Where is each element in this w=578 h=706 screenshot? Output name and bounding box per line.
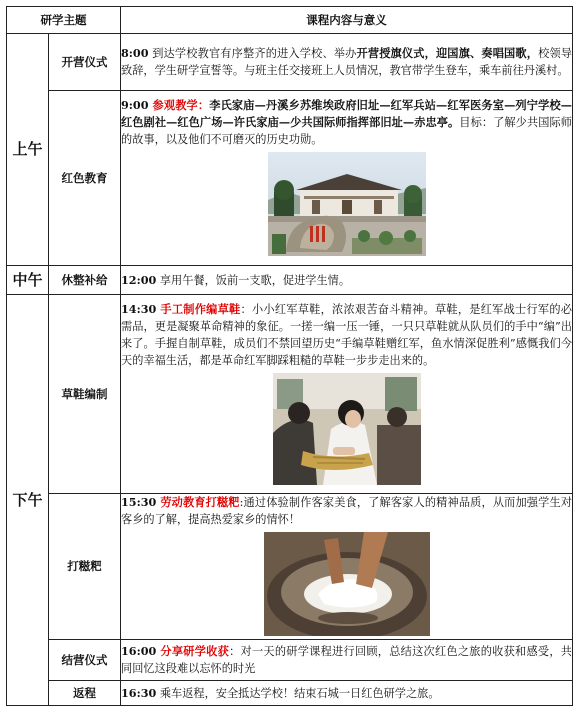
header-row [7,7,573,34]
red-edu-highlight: 参观教学： [148,98,210,112]
row-lunch [7,266,573,295]
ciba-text: :通过体验制作客家美食，了解客家人的精神品质，从而加强学生对客乡的了解，提高热爱家乡的情怀！ [121,496,572,526]
row-return [7,681,573,706]
lunch-text: 享用午餐，饭前一支歌，促进学生情。 [156,273,351,287]
content-closing [121,640,573,681]
content-red-edu [121,91,573,266]
row-closing [7,640,573,681]
content-sandals [121,295,573,494]
opening-bold: 开营授旗仪式，迎国旗、奏唱国歌， [356,46,539,60]
period-morning: 上午 [7,34,49,266]
topic-opening: 开营仪式 [49,34,121,91]
topic-ciba: 打糍粑 [49,494,121,640]
time-lunch: 12:00 [121,272,157,287]
row-red-edu [7,91,573,266]
content-ciba [121,494,573,640]
period-afternoon: 下午 [7,295,49,706]
opening-text-2: 校领导致辞，学生研学宣誓等。与班主任交接班上人员情况，教官带学生登车，乘车前往丹溪村。 [121,47,572,77]
time-ciba: 15:30 [121,495,157,509]
closing-text: ：对一天的研学课程进行回顾，总结这次红色之旅的收获和感受，共同回忆这段难以忘怀的时光 [121,645,572,675]
header-topic: 研学主题 [7,7,121,34]
time-closing: 16:00 [121,644,157,658]
ciba-highlight: 劳动教育打糍粑 [156,495,240,509]
topic-sandals: 草鞋编制 [49,295,121,494]
sandals-text: ：小小红军草鞋，浓浓艰苦奋斗精神。草鞋，是红军战士行军的必需品，更是凝聚革命精神的象征。一搓一编一压一锤，一只只草鞋就从队员们的手中“编”出来了。手握自制草鞋，成员们不禁回望历史“手编草鞋赠红军，鱼水情深促胜利”感慨我们今天的幸福生活，都是革命红军脚踩粗糙的草鞋一步步走出来的。 [121,302,572,367]
header-content: 课程内容与意义 [121,7,573,34]
time-sandals: 14:30 [121,301,157,316]
content-opening [121,34,573,91]
topic-return: 返程 [49,681,121,706]
row-sandals [7,295,573,494]
sandals-highlight: 手工制作编草鞋 [156,301,241,316]
content-return [121,681,573,706]
return-text: 乘车返程，安全抵达学校！结束石城一日红色研学之旅。 [156,686,440,700]
sandal-weaving-photo [273,373,421,485]
topic-lunch: 休整补给 [49,266,121,295]
schedule-table [6,6,573,706]
closing-highlight: 分享研学收获 [156,644,230,658]
red-edu-route: 李氏家庙—丹溪乡苏维埃政府旧址—红军兵站—红军医务室—列宁学校—红色剧社—红色广场—许氏家庙—少共国际师指挥部旧址—赤忠亭。 [121,98,572,129]
period-noon: 中午 [7,266,49,295]
row-opening [7,34,573,91]
topic-red-edu: 红色教育 [49,91,121,266]
red-edu-goal: 目标：了解少共国际师的故事，以及他们不可磨灭的历史功勋。 [121,116,572,146]
time-return: 16:30 [121,685,157,700]
ciba-pounding-photo [264,532,430,636]
row-ciba [7,494,573,640]
time-opening: 8:00 [121,46,149,60]
content-lunch [121,266,573,295]
opening-text-1: 到达学校教官有序整齐的进入学校、举办 [148,47,357,60]
topic-closing: 结营仪式 [49,640,121,681]
time-red-edu: 9:00 [121,98,149,112]
memorial-photo [268,152,426,256]
